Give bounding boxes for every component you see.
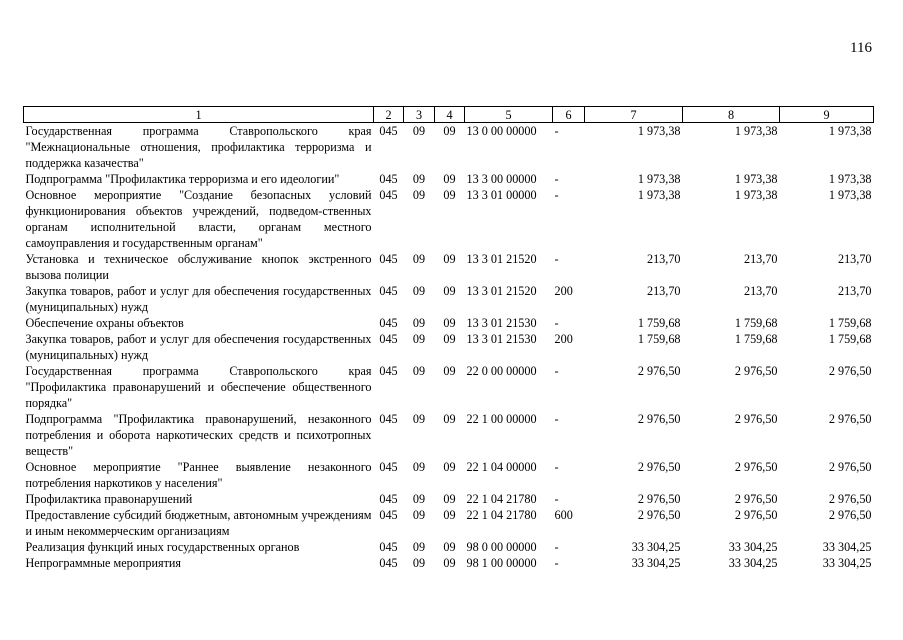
row-ministry-code: 045 bbox=[379, 556, 398, 570]
row-name: Подпрограмма "Профилактика терроризма и его идеологии" bbox=[25, 172, 340, 186]
row-amount-2: 1 973,38 bbox=[734, 188, 778, 202]
column-header: 1 bbox=[24, 107, 374, 123]
row-amount-3: 33 304,25 bbox=[822, 540, 872, 554]
row-name: Предоставление субсидий бюджетным, автономным учреждениям и иным некоммерческим организациям bbox=[25, 508, 372, 538]
row-amount-2: 2 976,50 bbox=[734, 492, 778, 506]
row-section-code: 09 bbox=[412, 540, 426, 554]
row-section-code: 09 bbox=[412, 556, 426, 570]
row-name: Основное мероприятие "Создание безопасных условий функционирования объектов учреждений, подведом-ственных органам исполнительной власти, органам местного самоуправления и государственным органам" bbox=[25, 188, 372, 250]
row-subsection-code: 09 bbox=[443, 172, 456, 186]
column-header: 7 bbox=[585, 107, 683, 123]
column-header: 6 bbox=[553, 107, 585, 123]
row-expense-type: - bbox=[554, 188, 559, 202]
row-section-code: 09 bbox=[412, 316, 426, 330]
row-target-article: 13 3 01 00000 bbox=[466, 188, 537, 202]
row-section-code: 09 bbox=[412, 332, 426, 346]
row-amount-3: 1 973,38 bbox=[828, 188, 872, 202]
table-row bbox=[24, 507, 874, 539]
row-amount-2: 2 976,50 bbox=[734, 412, 778, 426]
row-name: Установка и техническое обслуживание кнопок экстренного вызова полиции bbox=[25, 252, 372, 282]
column-header: 4 bbox=[435, 107, 465, 123]
row-amount-1: 2 976,50 bbox=[637, 508, 681, 522]
row-name: Подпрограмма "Профилактика правонарушений, незаконного потребления и оборота наркотических средств и психотропных веществ" bbox=[25, 412, 372, 458]
row-amount-3: 1 973,38 bbox=[828, 172, 872, 186]
table-row bbox=[24, 123, 874, 172]
row-amount-1: 1 759,68 bbox=[637, 316, 681, 330]
row-ministry-code: 045 bbox=[379, 492, 398, 506]
row-amount-2: 1 759,68 bbox=[734, 332, 778, 346]
row-target-article: 98 0 00 00000 bbox=[466, 540, 537, 554]
row-amount-3: 2 976,50 bbox=[828, 364, 872, 378]
row-amount-1: 2 976,50 bbox=[637, 460, 681, 474]
table-row bbox=[24, 555, 874, 571]
header-row bbox=[24, 107, 874, 123]
row-subsection-code: 09 bbox=[443, 412, 456, 426]
row-expense-type: - bbox=[554, 460, 559, 474]
row-amount-1: 33 304,25 bbox=[631, 556, 681, 570]
row-amount-3: 2 976,50 bbox=[828, 460, 872, 474]
row-name: Реализация функций иных государственных органов bbox=[25, 540, 300, 554]
row-section-code: 09 bbox=[412, 284, 426, 298]
table-row bbox=[24, 491, 874, 507]
row-target-article: 13 0 00 00000 bbox=[466, 124, 537, 138]
row-target-article: 13 3 01 21520 bbox=[466, 284, 537, 298]
row-ministry-code: 045 bbox=[379, 540, 398, 554]
row-ministry-code: 045 bbox=[379, 252, 398, 266]
row-ministry-code: 045 bbox=[379, 460, 398, 474]
row-ministry-code: 045 bbox=[379, 172, 398, 186]
row-expense-type: - bbox=[554, 124, 559, 138]
row-expense-type: 600 bbox=[554, 508, 573, 522]
row-ministry-code: 045 bbox=[379, 284, 398, 298]
row-amount-3: 1 759,68 bbox=[828, 316, 872, 330]
row-amount-2: 2 976,50 bbox=[734, 460, 778, 474]
row-amount-1: 1 973,38 bbox=[637, 172, 681, 186]
row-amount-1: 1 759,68 bbox=[637, 332, 681, 346]
row-amount-2: 33 304,25 bbox=[728, 556, 778, 570]
row-subsection-code: 09 bbox=[443, 460, 456, 474]
row-ministry-code: 045 bbox=[379, 332, 398, 346]
row-name: Государственная программа Ставропольского края "Профилактика правонарушений и обеспечение общественного порядка" bbox=[25, 364, 372, 410]
column-header: 9 bbox=[780, 107, 874, 123]
row-section-code: 09 bbox=[412, 492, 426, 506]
column-header: 2 bbox=[374, 107, 404, 123]
row-subsection-code: 09 bbox=[443, 284, 456, 298]
row-expense-type: - bbox=[554, 492, 559, 506]
budget-table bbox=[23, 106, 874, 571]
row-amount-3: 213,70 bbox=[837, 252, 872, 266]
row-amount-2: 1 759,68 bbox=[734, 316, 778, 330]
row-subsection-code: 09 bbox=[443, 332, 456, 346]
row-expense-type: - bbox=[554, 364, 559, 378]
column-header: 5 bbox=[465, 107, 553, 123]
row-name: Государственная программа Ставропольского края "Межнациональные отношения, профилактика терроризма и поддержка казачества" bbox=[25, 124, 372, 170]
row-target-article: 22 1 04 00000 bbox=[466, 460, 537, 474]
row-subsection-code: 09 bbox=[443, 492, 456, 506]
row-expense-type: - bbox=[554, 316, 559, 330]
row-ministry-code: 045 bbox=[379, 412, 398, 426]
row-amount-1: 2 976,50 bbox=[637, 492, 681, 506]
row-name: Непрограммные мероприятия bbox=[25, 556, 182, 570]
row-subsection-code: 09 bbox=[443, 508, 456, 522]
row-ministry-code: 045 bbox=[379, 364, 398, 378]
page-number: 116 bbox=[850, 40, 872, 56]
row-section-code: 09 bbox=[412, 460, 426, 474]
table-row bbox=[24, 331, 874, 363]
row-expense-type: - bbox=[554, 556, 559, 570]
row-name: Закупка товаров, работ и услуг для обеспечения государственных (муниципальных) нужд bbox=[25, 284, 372, 314]
row-ministry-code: 045 bbox=[379, 188, 398, 202]
row-section-code: 09 bbox=[412, 252, 426, 266]
row-subsection-code: 09 bbox=[443, 188, 456, 202]
column-header: 3 bbox=[404, 107, 435, 123]
row-amount-3: 213,70 bbox=[837, 284, 872, 298]
row-target-article: 13 3 00 00000 bbox=[466, 172, 537, 186]
row-amount-2: 213,70 bbox=[743, 284, 778, 298]
row-amount-3: 33 304,25 bbox=[822, 556, 872, 570]
row-ministry-code: 045 bbox=[379, 124, 398, 138]
row-section-code: 09 bbox=[412, 364, 426, 378]
row-section-code: 09 bbox=[412, 188, 426, 202]
column-header: 8 bbox=[683, 107, 780, 123]
row-subsection-code: 09 bbox=[443, 540, 456, 554]
row-amount-1: 1 973,38 bbox=[637, 188, 681, 202]
row-name: Закупка товаров, работ и услуг для обеспечения государственных (муниципальных) нужд bbox=[25, 332, 372, 362]
row-amount-1: 2 976,50 bbox=[637, 364, 681, 378]
table-row bbox=[24, 315, 874, 331]
table-row bbox=[24, 187, 874, 251]
row-amount-2: 1 973,38 bbox=[734, 172, 778, 186]
row-section-code: 09 bbox=[412, 508, 426, 522]
table-row bbox=[24, 411, 874, 459]
table-row bbox=[24, 171, 874, 187]
row-name: Обеспечение охраны объектов bbox=[25, 316, 184, 330]
row-amount-2: 213,70 bbox=[743, 252, 778, 266]
row-subsection-code: 09 bbox=[443, 124, 456, 138]
row-amount-2: 33 304,25 bbox=[728, 540, 778, 554]
row-expense-type: - bbox=[554, 172, 559, 186]
row-amount-1: 1 973,38 bbox=[637, 124, 681, 138]
row-amount-1: 213,70 bbox=[646, 252, 681, 266]
row-subsection-code: 09 bbox=[443, 556, 456, 570]
row-section-code: 09 bbox=[412, 124, 426, 138]
table-row bbox=[24, 363, 874, 411]
table-row bbox=[24, 459, 874, 491]
row-amount-3: 2 976,50 bbox=[828, 492, 872, 506]
row-expense-type: 200 bbox=[554, 332, 573, 346]
row-target-article: 22 1 04 21780 bbox=[466, 492, 537, 506]
row-target-article: 13 3 01 21530 bbox=[466, 316, 537, 330]
row-ministry-code: 045 bbox=[379, 508, 398, 522]
row-expense-type: - bbox=[554, 412, 559, 426]
row-expense-type: - bbox=[554, 252, 559, 266]
row-expense-type: 200 bbox=[554, 284, 573, 298]
row-amount-2: 2 976,50 bbox=[734, 364, 778, 378]
row-name: Основное мероприятие "Раннее выявление незаконного потребления наркотиков у населения" bbox=[25, 460, 372, 490]
row-subsection-code: 09 bbox=[443, 364, 456, 378]
row-target-article: 22 1 04 21780 bbox=[466, 508, 537, 522]
row-amount-1: 213,70 bbox=[646, 284, 681, 298]
row-section-code: 09 bbox=[412, 172, 426, 186]
row-amount-3: 1 973,38 bbox=[828, 124, 872, 138]
row-amount-3: 2 976,50 bbox=[828, 412, 872, 426]
row-expense-type: - bbox=[554, 540, 559, 554]
row-target-article: 22 0 00 00000 bbox=[466, 364, 537, 378]
row-target-article: 22 1 00 00000 bbox=[466, 412, 537, 426]
row-section-code: 09 bbox=[412, 412, 426, 426]
row-amount-3: 1 759,68 bbox=[828, 332, 872, 346]
row-subsection-code: 09 bbox=[443, 316, 456, 330]
row-amount-1: 2 976,50 bbox=[637, 412, 681, 426]
row-amount-1: 33 304,25 bbox=[631, 540, 681, 554]
row-name: Профилактика правонарушений bbox=[25, 492, 193, 506]
row-subsection-code: 09 bbox=[443, 252, 456, 266]
row-target-article: 13 3 01 21530 bbox=[466, 332, 537, 346]
table-row bbox=[24, 283, 874, 315]
table-row bbox=[24, 539, 874, 555]
row-ministry-code: 045 bbox=[379, 316, 398, 330]
row-target-article: 13 3 01 21520 bbox=[466, 252, 537, 266]
row-amount-2: 1 973,38 bbox=[734, 124, 778, 138]
table-row bbox=[24, 251, 874, 283]
row-target-article: 98 1 00 00000 bbox=[466, 556, 537, 570]
row-amount-2: 2 976,50 bbox=[734, 508, 778, 522]
row-amount-3: 2 976,50 bbox=[828, 508, 872, 522]
